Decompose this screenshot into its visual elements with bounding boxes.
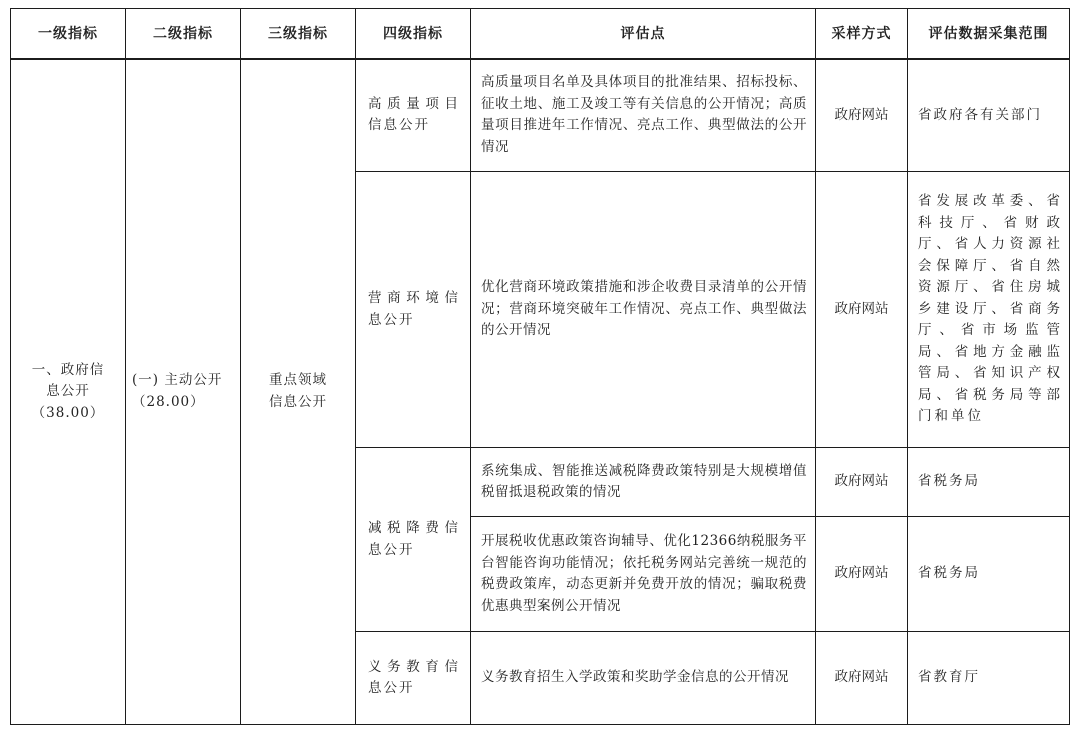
scope-cell: 省税务局 [908, 517, 1070, 632]
table-header [11, 9, 1070, 59]
scope-cell: 省政府各有关部门 [908, 59, 1070, 172]
table-row [11, 59, 1070, 172]
header-level1: 一级指标 [11, 9, 126, 59]
header-row [11, 9, 1070, 59]
header-level4: 四级指标 [356, 9, 471, 59]
level4-cell: 减税降费信息公开 [356, 448, 471, 632]
evaluation-cell: 义务教育招生入学政策和奖助学金信息的公开情况 [471, 632, 816, 725]
scope-cell: 省教育厅 [908, 632, 1070, 725]
scope-cell: 省税务局 [908, 448, 1070, 517]
sampling-cell: 政府网站 [816, 172, 908, 448]
level4-cell: 营商环境信息公开 [356, 172, 471, 448]
evaluation-cell: 开展税收优惠政策咨询辅导、优化12366纳税服务平台智能咨询功能情况；依托税务网站完善统一规范的税费政策库，动态更新并免费开放的情况；骗取税费优惠典型案例公开情况 [471, 517, 816, 632]
level1-cell: 一、政府信息公开（38.00） [11, 59, 126, 725]
evaluation-cell: 优化营商环境政策措施和涉企收费目录清单的公开情况；营商环境突破年工作情况、亮点工作、典型做法的公开情况 [471, 172, 816, 448]
sampling-cell: 政府网站 [816, 517, 908, 632]
sampling-cell: 政府网站 [816, 59, 908, 172]
sampling-cell: 政府网站 [816, 448, 908, 517]
header-evaluation: 评估点 [471, 9, 816, 59]
table-body [11, 59, 1070, 725]
scope-cell: 省发展改革委、省科技厅、省财政厅、省人力资源社会保障厅、省自然资源厅、省住房城乡建设厅、省商务厅、省市场监管局、省地方金融监管局、省知识产权局、省税务局等部门和单位 [908, 172, 1070, 448]
level3-cell: 重点领域信息公开 [241, 59, 356, 725]
header-sampling: 采样方式 [816, 9, 908, 59]
sampling-cell: 政府网站 [816, 632, 908, 725]
level2-cell: (一) 主动公开（28.00） [126, 59, 241, 725]
evaluation-cell: 系统集成、智能推送减税降费政策特别是大规模增值税留抵退税政策的情况 [471, 448, 816, 517]
indicator-table [10, 8, 1070, 725]
level4-cell: 义务教育信息公开 [356, 632, 471, 725]
level4-cell: 高质量项目信息公开 [356, 59, 471, 172]
header-scope: 评估数据采集范围 [908, 9, 1070, 59]
header-level3: 三级指标 [241, 9, 356, 59]
evaluation-cell: 高质量项目名单及具体项目的批准结果、招标投标、征收土地、施工及竣工等有关信息的公开情况；高质量项目推进年工作情况、亮点工作、典型做法的公开情况 [471, 59, 816, 172]
header-level2: 二级指标 [126, 9, 241, 59]
